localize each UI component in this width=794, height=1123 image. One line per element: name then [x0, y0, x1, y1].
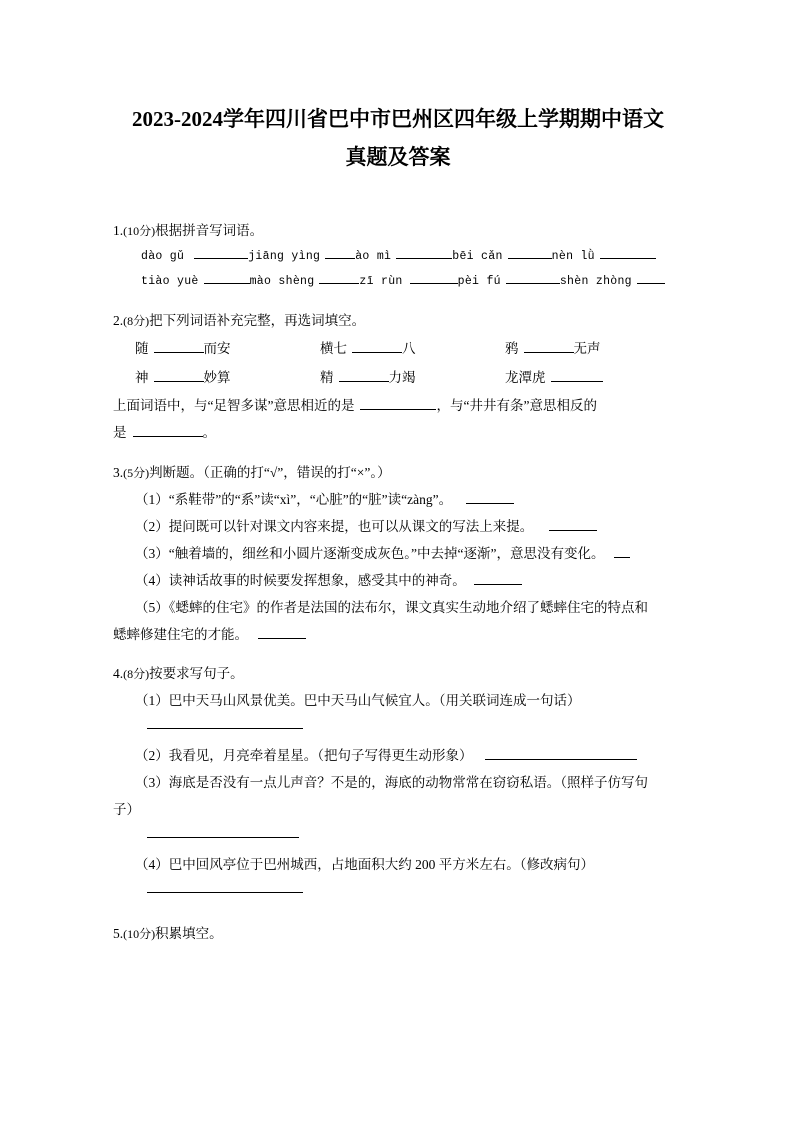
item-text: 我看见，月亮牵着星星。（把句子写得更生动形象）	[168, 748, 473, 763]
item-label: （4）	[135, 573, 169, 588]
judge-blank[interactable]	[466, 491, 514, 504]
question-5-text: 积累填空。	[155, 926, 223, 941]
idiom-suffix: 妙算	[203, 370, 231, 385]
question-4-answer-3	[113, 823, 683, 851]
page-title	[113, 0, 683, 176]
question-2-text: 把下列词语补充完整，再选词填空。	[149, 313, 366, 328]
judge-blank[interactable]	[614, 545, 630, 558]
idiom-prefix: 龙潭虎	[505, 370, 546, 385]
answer-blank[interactable]	[147, 714, 303, 729]
answer-blank[interactable]	[147, 878, 303, 893]
q2-tail-text-b: ，与“井井有条”意思相反的	[436, 398, 597, 413]
question-3-item-5	[113, 594, 683, 648]
answer-blank[interactable]	[147, 823, 299, 838]
question-1-stem	[113, 218, 683, 244]
item-label: （2）	[135, 519, 169, 534]
item-text: “系鞋带”的“系”读“xì”，“心脏”的“脏”读“zàng”。	[168, 492, 453, 507]
write-blank[interactable]	[506, 272, 560, 284]
idiom-blank[interactable]	[524, 340, 574, 353]
q2-tail-text-d: 。	[202, 425, 216, 440]
pinyin-word-7: mào shèng	[249, 275, 315, 288]
pinyin-word-10: shèn zhòng	[559, 275, 632, 288]
judge-blank[interactable]	[549, 518, 597, 531]
item-text: 《蟋蟀的住宅》的作者是法国的法布尔，课文真实生动地介绍了蟋蟀住宅的特点和	[168, 600, 648, 615]
q2-tail-text-a: 上面词语中，与“足智多谋”意思相近的是	[113, 398, 355, 413]
judge-blank[interactable]	[258, 626, 306, 639]
pinyin-word-6: tiào yuè	[141, 275, 199, 288]
idiom-item	[320, 334, 505, 363]
idiom-blank[interactable]	[339, 369, 389, 382]
question-2-select-line-2	[113, 419, 683, 446]
pinyin-word-4: bēi cǎn	[452, 250, 503, 263]
question-3-item-3	[113, 540, 683, 567]
question-1-number: 1.	[113, 223, 124, 238]
question-3-item-5-line-2	[113, 621, 683, 648]
question-1	[113, 218, 683, 294]
item-label: （3）	[135, 775, 169, 790]
answer-blank[interactable]	[485, 747, 637, 760]
question-5-score: (10分)	[123, 927, 156, 941]
question-3-item-1	[113, 486, 683, 513]
item-text: 巴中回风亭位于巴州城西，占地面积大约 200 平方米左右。（修改病句）	[168, 857, 594, 872]
idiom-prefix: 神	[135, 370, 149, 385]
question-4	[113, 661, 683, 906]
idiom-suffix: 力竭	[388, 370, 416, 385]
item-label: （4）	[135, 857, 169, 872]
question-4-answer-4	[113, 878, 683, 906]
question-2-number: 2.	[113, 313, 124, 328]
item-label: （2）	[135, 748, 169, 763]
write-blank[interactable]	[600, 247, 656, 259]
idiom-suffix: 八	[402, 341, 416, 356]
question-3-item-2	[113, 513, 683, 540]
idiom-prefix: 横七	[320, 341, 347, 356]
question-4-item-3	[113, 769, 683, 823]
item-text: 巴中天马山风景优美。巴中天马山气候宜人。（用关联词连成一句话）	[168, 693, 581, 708]
question-3-item-4	[113, 567, 683, 594]
question-4-stem	[113, 661, 683, 687]
item-label: （5）	[135, 600, 169, 615]
idiom-blank[interactable]	[154, 340, 204, 353]
idiom-row-2	[113, 363, 683, 392]
pinyin-row-1	[113, 244, 683, 269]
idiom-blank[interactable]	[154, 369, 204, 382]
title-line-2: 真题及答案	[345, 145, 451, 169]
question-2-stem	[113, 308, 683, 334]
question-3-score: (5分)	[123, 466, 150, 480]
page-content	[113, 0, 683, 947]
question-4-item-3-line-2: 子）	[113, 802, 140, 817]
question-5	[113, 921, 683, 947]
question-3-stem	[113, 460, 683, 486]
question-3-text: 判断题。（正确的打“√”，错误的打“×”。）	[149, 465, 391, 480]
question-2-score: (8分)	[123, 314, 150, 328]
question-4-score: (8分)	[123, 667, 150, 681]
pinyin-word-2: jiāng yìng	[248, 250, 321, 263]
item-text: 读神话故事的时候要发挥想象，感受其中的神奇。	[168, 573, 466, 588]
write-blank[interactable]	[396, 247, 452, 259]
item-text: 海底是否没有一点儿声音？不是的，海底的动物常常在窃窃私语。（照样子仿写句	[168, 775, 648, 790]
write-blank[interactable]	[410, 272, 458, 284]
question-4-item-1	[113, 687, 683, 714]
item-label: （1）	[135, 492, 169, 507]
write-blank[interactable]	[325, 247, 355, 259]
judge-blank[interactable]	[474, 572, 522, 585]
question-3-number: 3.	[113, 465, 124, 480]
item-label: （1）	[135, 693, 169, 708]
idiom-blank[interactable]	[352, 340, 402, 353]
idiom-prefix: 随	[135, 341, 149, 356]
pinyin-word-1: dào gǔ	[141, 250, 185, 263]
pinyin-word-8: zī rùn	[359, 275, 403, 288]
write-blank[interactable]	[637, 272, 665, 284]
write-blank[interactable]	[204, 272, 250, 284]
pinyin-row-2	[113, 269, 683, 294]
pinyin-word-3: ào mì	[355, 250, 392, 263]
question-5-number: 5.	[113, 926, 124, 941]
write-blank[interactable]	[319, 272, 359, 284]
question-3	[113, 460, 683, 648]
idiom-suffix: 而安	[203, 341, 231, 356]
pinyin-word-5: nèn lǜ	[551, 250, 595, 263]
select-blank[interactable]	[133, 424, 203, 437]
q2-tail-text-c: 是	[113, 425, 127, 440]
idiom-prefix: 鸦	[505, 341, 519, 356]
question-5-stem	[113, 921, 683, 947]
question-1-text: 根据拼音写词语。	[155, 223, 264, 238]
idiom-row-1	[113, 334, 683, 363]
idiom-blank[interactable]	[551, 369, 603, 382]
question-4-item-4	[113, 851, 683, 878]
idiom-prefix: 精	[320, 370, 334, 385]
item-text: “触着墙的，细丝和小圆片逐渐变成灰色。”中去掉“逐渐”，意思没有变化。	[168, 546, 605, 561]
question-2-select-line-1	[113, 392, 683, 419]
question-4-number: 4.	[113, 666, 124, 681]
idiom-item	[320, 363, 505, 392]
item-text-cont: 蟋蟀修建住宅的才能。	[113, 627, 248, 642]
pinyin-word-9: pèi fú	[457, 275, 501, 288]
question-4-item-2	[113, 742, 683, 769]
item-label: （3）	[135, 546, 169, 561]
question-4-text: 按要求写句子。	[149, 666, 244, 681]
write-blank[interactable]	[508, 247, 552, 259]
idiom-item	[505, 363, 603, 392]
idiom-item	[135, 334, 320, 363]
question-1-score: (10分)	[123, 224, 156, 238]
select-blank[interactable]	[360, 397, 436, 410]
question-2	[113, 308, 683, 446]
title-line-1: 2023-2024学年四川省巴中市巴州区四年级上学期期中语文	[132, 107, 664, 131]
item-text: 提问既可以针对课文内容来提，也可以从课文的写法上来提。	[168, 519, 534, 534]
write-blank[interactable]	[194, 247, 248, 259]
idiom-item	[135, 363, 320, 392]
question-4-answer-1	[113, 714, 683, 742]
idiom-suffix: 无声	[573, 341, 601, 356]
idiom-item	[505, 334, 601, 363]
